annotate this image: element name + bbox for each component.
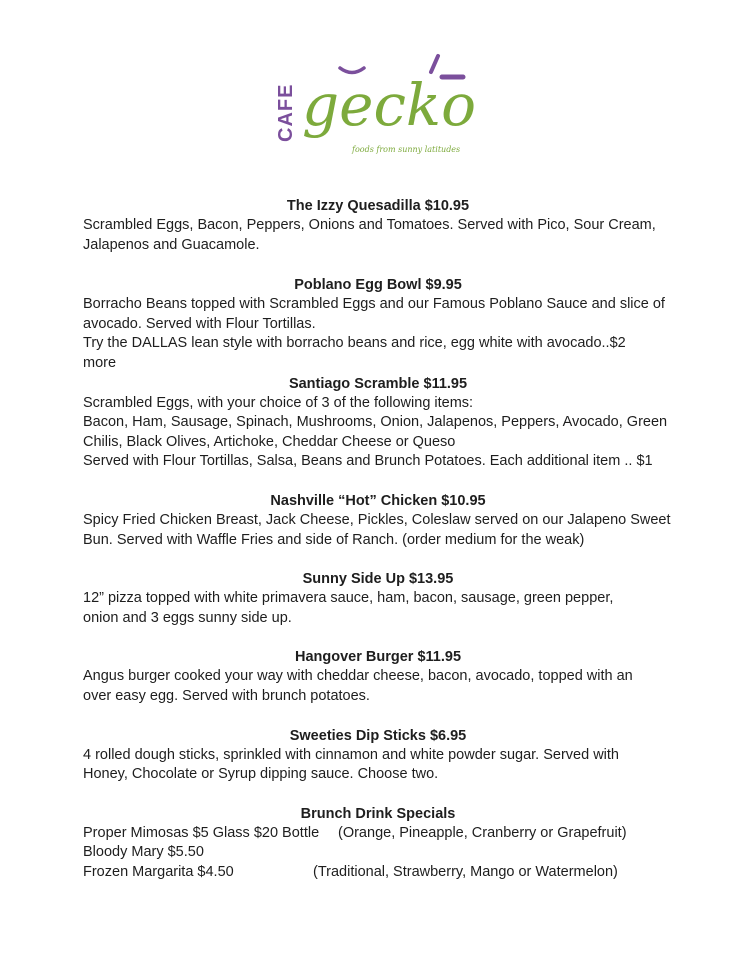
drink-name: Proper Mimosas $5 Glass $20 Bottle — [83, 824, 320, 841]
menu-item — [83, 196, 673, 255]
drink-name: Bloody Mary $5.50 — [83, 844, 204, 861]
drink-options: (Orange, Pineapple, Cranberry or Grapefruit) — [338, 824, 627, 841]
logo-gecko-text: gecko — [302, 71, 476, 139]
drink-options: (Traditional, Strawberry, Mango or Watermelon) — [313, 863, 618, 880]
menu-item-line: Bacon, Ham, Sausage, Spinach, Mushrooms, Onion, Jalapenos, Peppers, Avocado, Green — [83, 414, 668, 431]
drink-row — [83, 843, 673, 863]
cafe-gecko-logo — [270, 50, 490, 160]
menu-item-title: Poblano Egg Bowl $9.95 — [294, 277, 462, 294]
menu-item-line: onion and 3 eggs sunny side up. — [83, 609, 292, 626]
menu-item-line: Scrambled Eggs, with your choice of 3 of the following items: — [83, 394, 474, 411]
menu-item-line: Bun. Served with Waffle Fries and side of Ranch. (order medium for the weak) — [83, 531, 585, 548]
menu-item-line: more — [83, 354, 117, 371]
menu-item-line: Jalapenos and Guacamole. — [83, 236, 260, 253]
menu-item-line: over easy egg. Served with brunch potatoes. — [83, 687, 370, 704]
menu-item — [83, 275, 673, 373]
menu-item-line: 4 rolled dough sticks, sprinkled with cinnamon and white powder sugar. Served with — [83, 746, 619, 763]
logo-cafe-text: CAFE — [275, 83, 297, 142]
menu-item-line: Honey, Chocolate or Syrup dipping sauce. Choose two. — [83, 766, 439, 783]
drink-specials — [83, 804, 673, 883]
menu-item-title: Hangover Burger $11.95 — [294, 649, 462, 666]
menu-item-title: Nashville “Hot” Chicken $10.95 — [270, 492, 486, 509]
menu-item-title: Santiago Scramble $11.95 — [288, 375, 468, 392]
menu-item-title: Sunny Side Up $13.95 — [302, 571, 454, 588]
menu-item-line: Scrambled Eggs, Bacon, Peppers, Onions and Tomatoes. Served with Pico, Sour Cream, — [83, 217, 656, 233]
menu-item-line: Borracho Beans topped with Scrambled Eggs and our Famous Poblano Sauce and slice of — [83, 296, 665, 313]
drink-name: Frozen Margarita $4.50 — [83, 863, 234, 880]
menu-item-line: avocado. Served with Flour Tortillas. — [83, 315, 316, 332]
menu-item-line: Served with Flour Tortillas, Salsa, Beans and Brunch Potatoes. Each additional item .. $1 — [83, 453, 653, 470]
menu-item-title: Sweeties Dip Sticks $6.95 — [289, 727, 467, 744]
menu-item-line: Spicy Fried Chicken Breast, Jack Cheese, Pickles, Coleslaw served on our Jalapeno Sweet — [83, 511, 671, 528]
menu-item — [83, 726, 673, 785]
menu-item-line: Chilis, Black Olives, Artichoke, Cheddar Cheese or Queso — [83, 433, 456, 450]
drink-specials-title: Brunch Drink Specials — [300, 805, 456, 822]
brunch-menu — [83, 196, 673, 882]
menu-item — [83, 491, 673, 550]
logo-tagline: foods from sunny latitudes — [352, 145, 461, 154]
menu-item-title: The Izzy Quesadilla $10.95 — [286, 198, 470, 214]
drink-row — [83, 824, 673, 844]
menu-item — [83, 647, 673, 706]
menu-item-line: Angus burger cooked your way with cheddar cheese, bacon, avocado, topped with an — [83, 668, 633, 685]
menu-item — [83, 374, 673, 472]
menu-item-line: Try the DALLAS lean style with borracho beans and rice, egg white with avocado..$2 — [83, 335, 626, 352]
drink-row — [83, 863, 673, 883]
gecko-logo-graphic — [270, 50, 490, 160]
logo-accent-tick — [431, 56, 438, 72]
menu-item — [83, 569, 673, 628]
menu-item-line: 12” pizza topped with white primavera sauce, ham, bacon, sausage, green pepper, — [83, 590, 614, 607]
